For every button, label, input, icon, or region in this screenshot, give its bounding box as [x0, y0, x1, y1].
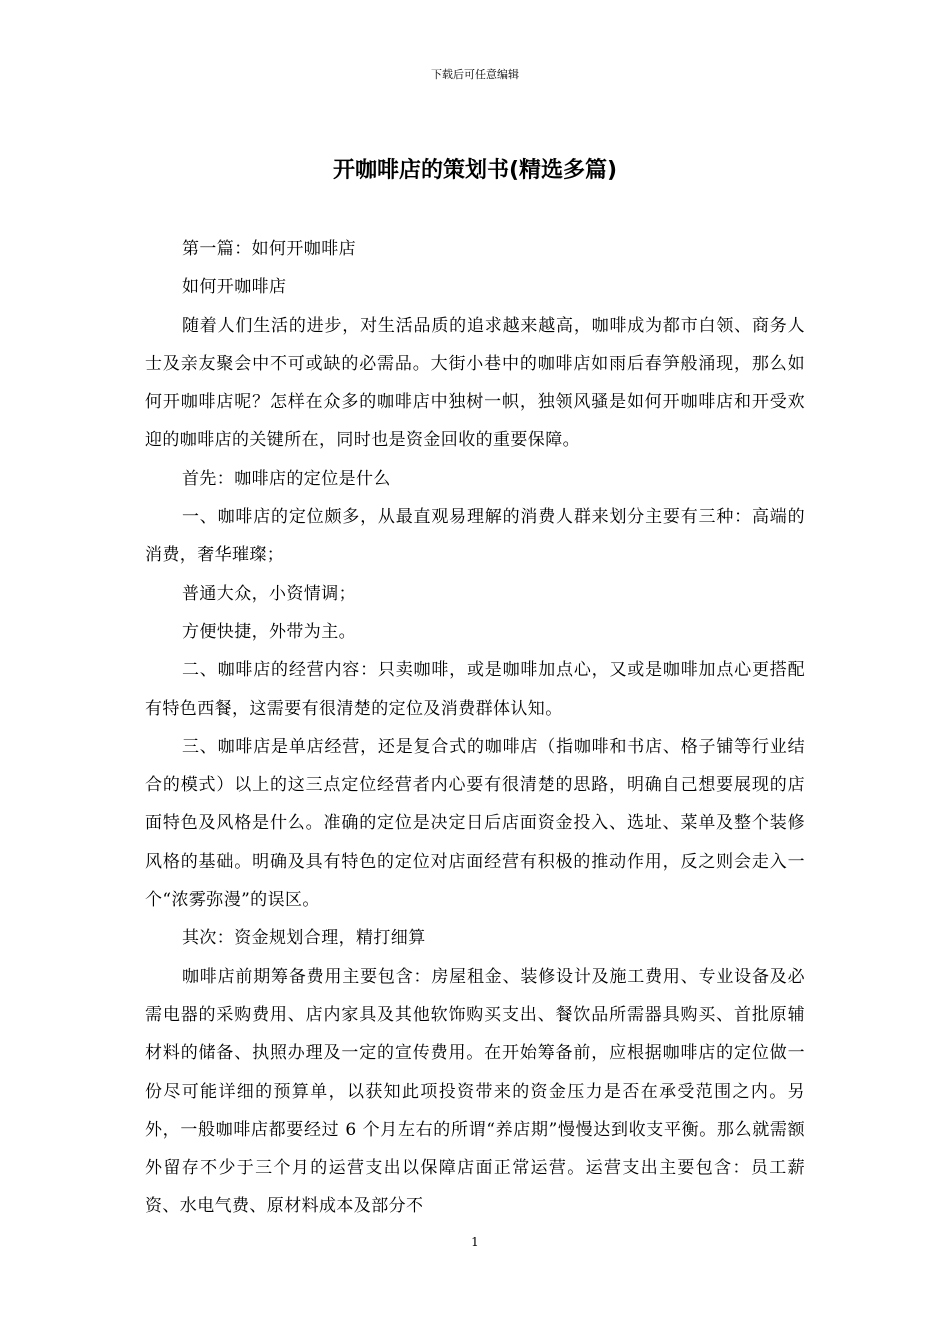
page-number: 1	[471, 1235, 479, 1249]
body-paragraph: 咖啡店前期筹备费用主要包含：房屋租金、装修设计及施工费用、专业设备及必需电器的采购费用、店内家具及其他软饰购买支出、餐饮品所需器具购买、首批原辅材料的储备、执照办理及一定的宣传费用。在开始筹备前，应根据咖啡店的定位做一份尽可能详细的预算单，以获知此项投资带来的资金压力是否在承受范围之内。另外，一般咖啡店都要经过 6 个月左右的所谓“养店期”慢慢达到收支平衡。那么就需额外留存不少于三个月的运营支出以保障店面正常运营。运营支出主要包含：员工薪资、水电气费、原材料成本及部分不	[145, 966, 805, 1217]
subheading: 其次：资金规划合理，精打细算	[182, 928, 426, 949]
document-title: 开咖啡店的策划书(精选多篇)	[332, 158, 618, 183]
body-paragraph: 三、咖啡店是单店经营，还是复合式的咖啡店（指咖啡和书店、格子铺等行业结合的模式）以上的这三点定位经营者内心要有很清楚的思路，明确自己想要展现的店面特色及风格是什么。准确的定位是决定日后店面资金投入、选址、菜单及整个装修风格的基础。明确及具有特色的定位对店面经营有积极的推动作用，反之则会走入一个“浓雾弥漫”的误区。	[145, 736, 805, 911]
body-paragraph: 方便快捷，外带为主。	[182, 621, 356, 642]
subheading: 首先：咖啡店的定位是什么	[182, 468, 391, 489]
section-heading: 第一篇：如何开咖啡店	[182, 239, 356, 259]
body-paragraph: 普通大众，小资情调；	[182, 583, 356, 604]
body-paragraph: 二、咖啡店的经营内容：只卖咖啡，或是咖啡加点心，又或是咖啡加点心更搭配有特色西餐，这需要有很清楚的定位及消费群体认知。	[145, 660, 805, 719]
body-paragraph: 一、咖啡店的定位颇多，从最直观易理解的消费人群来划分主要有三种：高端的消费，奢华璀璨；	[145, 507, 805, 566]
subheading: 如何开咖啡店	[182, 277, 287, 298]
document-body	[145, 230, 805, 1226]
page-header: 下载后可任意编辑	[431, 68, 519, 81]
body-paragraph: 随着人们生活的进步，对生活品质的追求越来越高，咖啡成为都市白领、商务人士及亲友聚会中不可或缺的必需品。大街小巷中的咖啡店如雨后春笋般涌现，那么如何开咖啡店呢？怎样在众多的咖啡店中独树一帜，独领风骚是如何开咖啡店和开受欢迎的咖啡店的关键所在，同时也是资金回收的重要保障。	[145, 315, 805, 451]
